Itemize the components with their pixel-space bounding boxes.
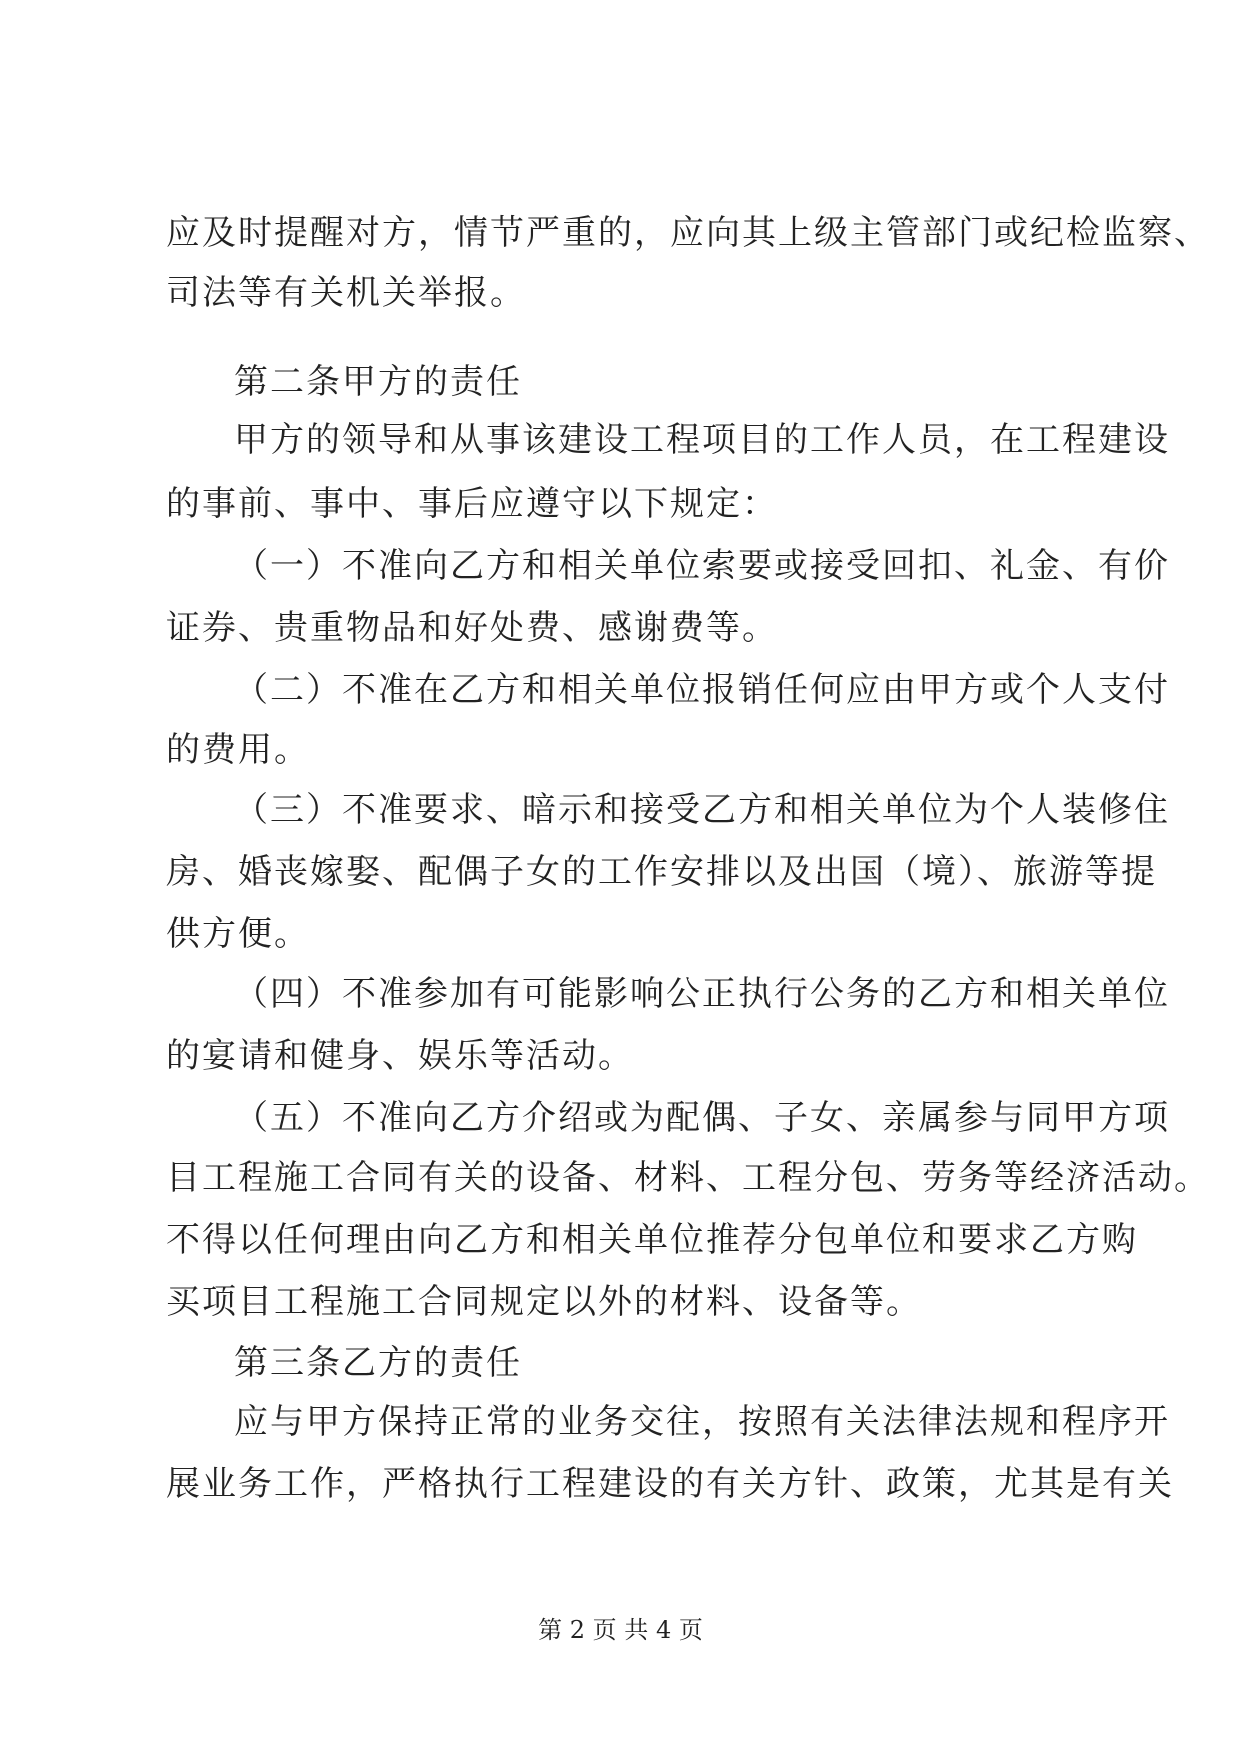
- body-line: 的费用。: [166, 730, 310, 770]
- section-heading: 第三条乙方的责任: [234, 1343, 522, 1383]
- body-line: 的事前、事中、事后应遵守以下规定：: [166, 484, 778, 524]
- body-line: 证券、贵重物品和好处费、感谢费等。: [166, 608, 778, 648]
- body-line: 展业务工作，严格执行工程建设的有关方针、政策，尤其是有关: [166, 1464, 1174, 1504]
- list-item-line: （五）不准向乙方介绍或为配偶、子女、亲属参与同甲方项: [234, 1098, 1170, 1138]
- body-line: 目工程施工合同有关的设备、材料、工程分包、劳务等经济活动。: [166, 1158, 1210, 1198]
- page-number-footer: 第 2 页 共 4 页: [538, 1616, 703, 1644]
- body-line: 不得以任何理由向乙方和相关单位推荐分包单位和要求乙方购: [166, 1220, 1138, 1260]
- body-line: 司法等有关机关举报。: [166, 273, 526, 313]
- list-item-line: （二）不准在乙方和相关单位报销任何应由甲方或个人支付: [234, 670, 1170, 710]
- body-line: 的宴请和健身、娱乐等活动。: [166, 1036, 634, 1076]
- list-item-line: （一）不准向乙方和相关单位索要或接受回扣、礼金、有价: [234, 546, 1170, 586]
- list-item-line: （四）不准参加有可能影响公正执行公务的乙方和相关单位: [234, 974, 1170, 1014]
- list-item-line: （三）不准要求、暗示和接受乙方和相关单位为个人装修住: [234, 790, 1170, 830]
- body-line: 甲方的领导和从事该建设工程项目的工作人员，在工程建设: [234, 420, 1170, 460]
- body-line: 买项目工程施工合同规定以外的材料、设备等。: [166, 1282, 922, 1322]
- body-line: 应及时提醒对方，情节严重的，应向其上级主管部门或纪检监察、: [166, 213, 1210, 253]
- body-line: 房、婚丧嫁娶、配偶子女的工作安排以及出国（境）、旅游等提: [166, 852, 1157, 892]
- body-line: 应与甲方保持正常的业务交往，按照有关法律法规和程序开: [234, 1402, 1170, 1442]
- body-line: 供方便。: [166, 914, 310, 954]
- section-heading: 第二条甲方的责任: [234, 362, 522, 402]
